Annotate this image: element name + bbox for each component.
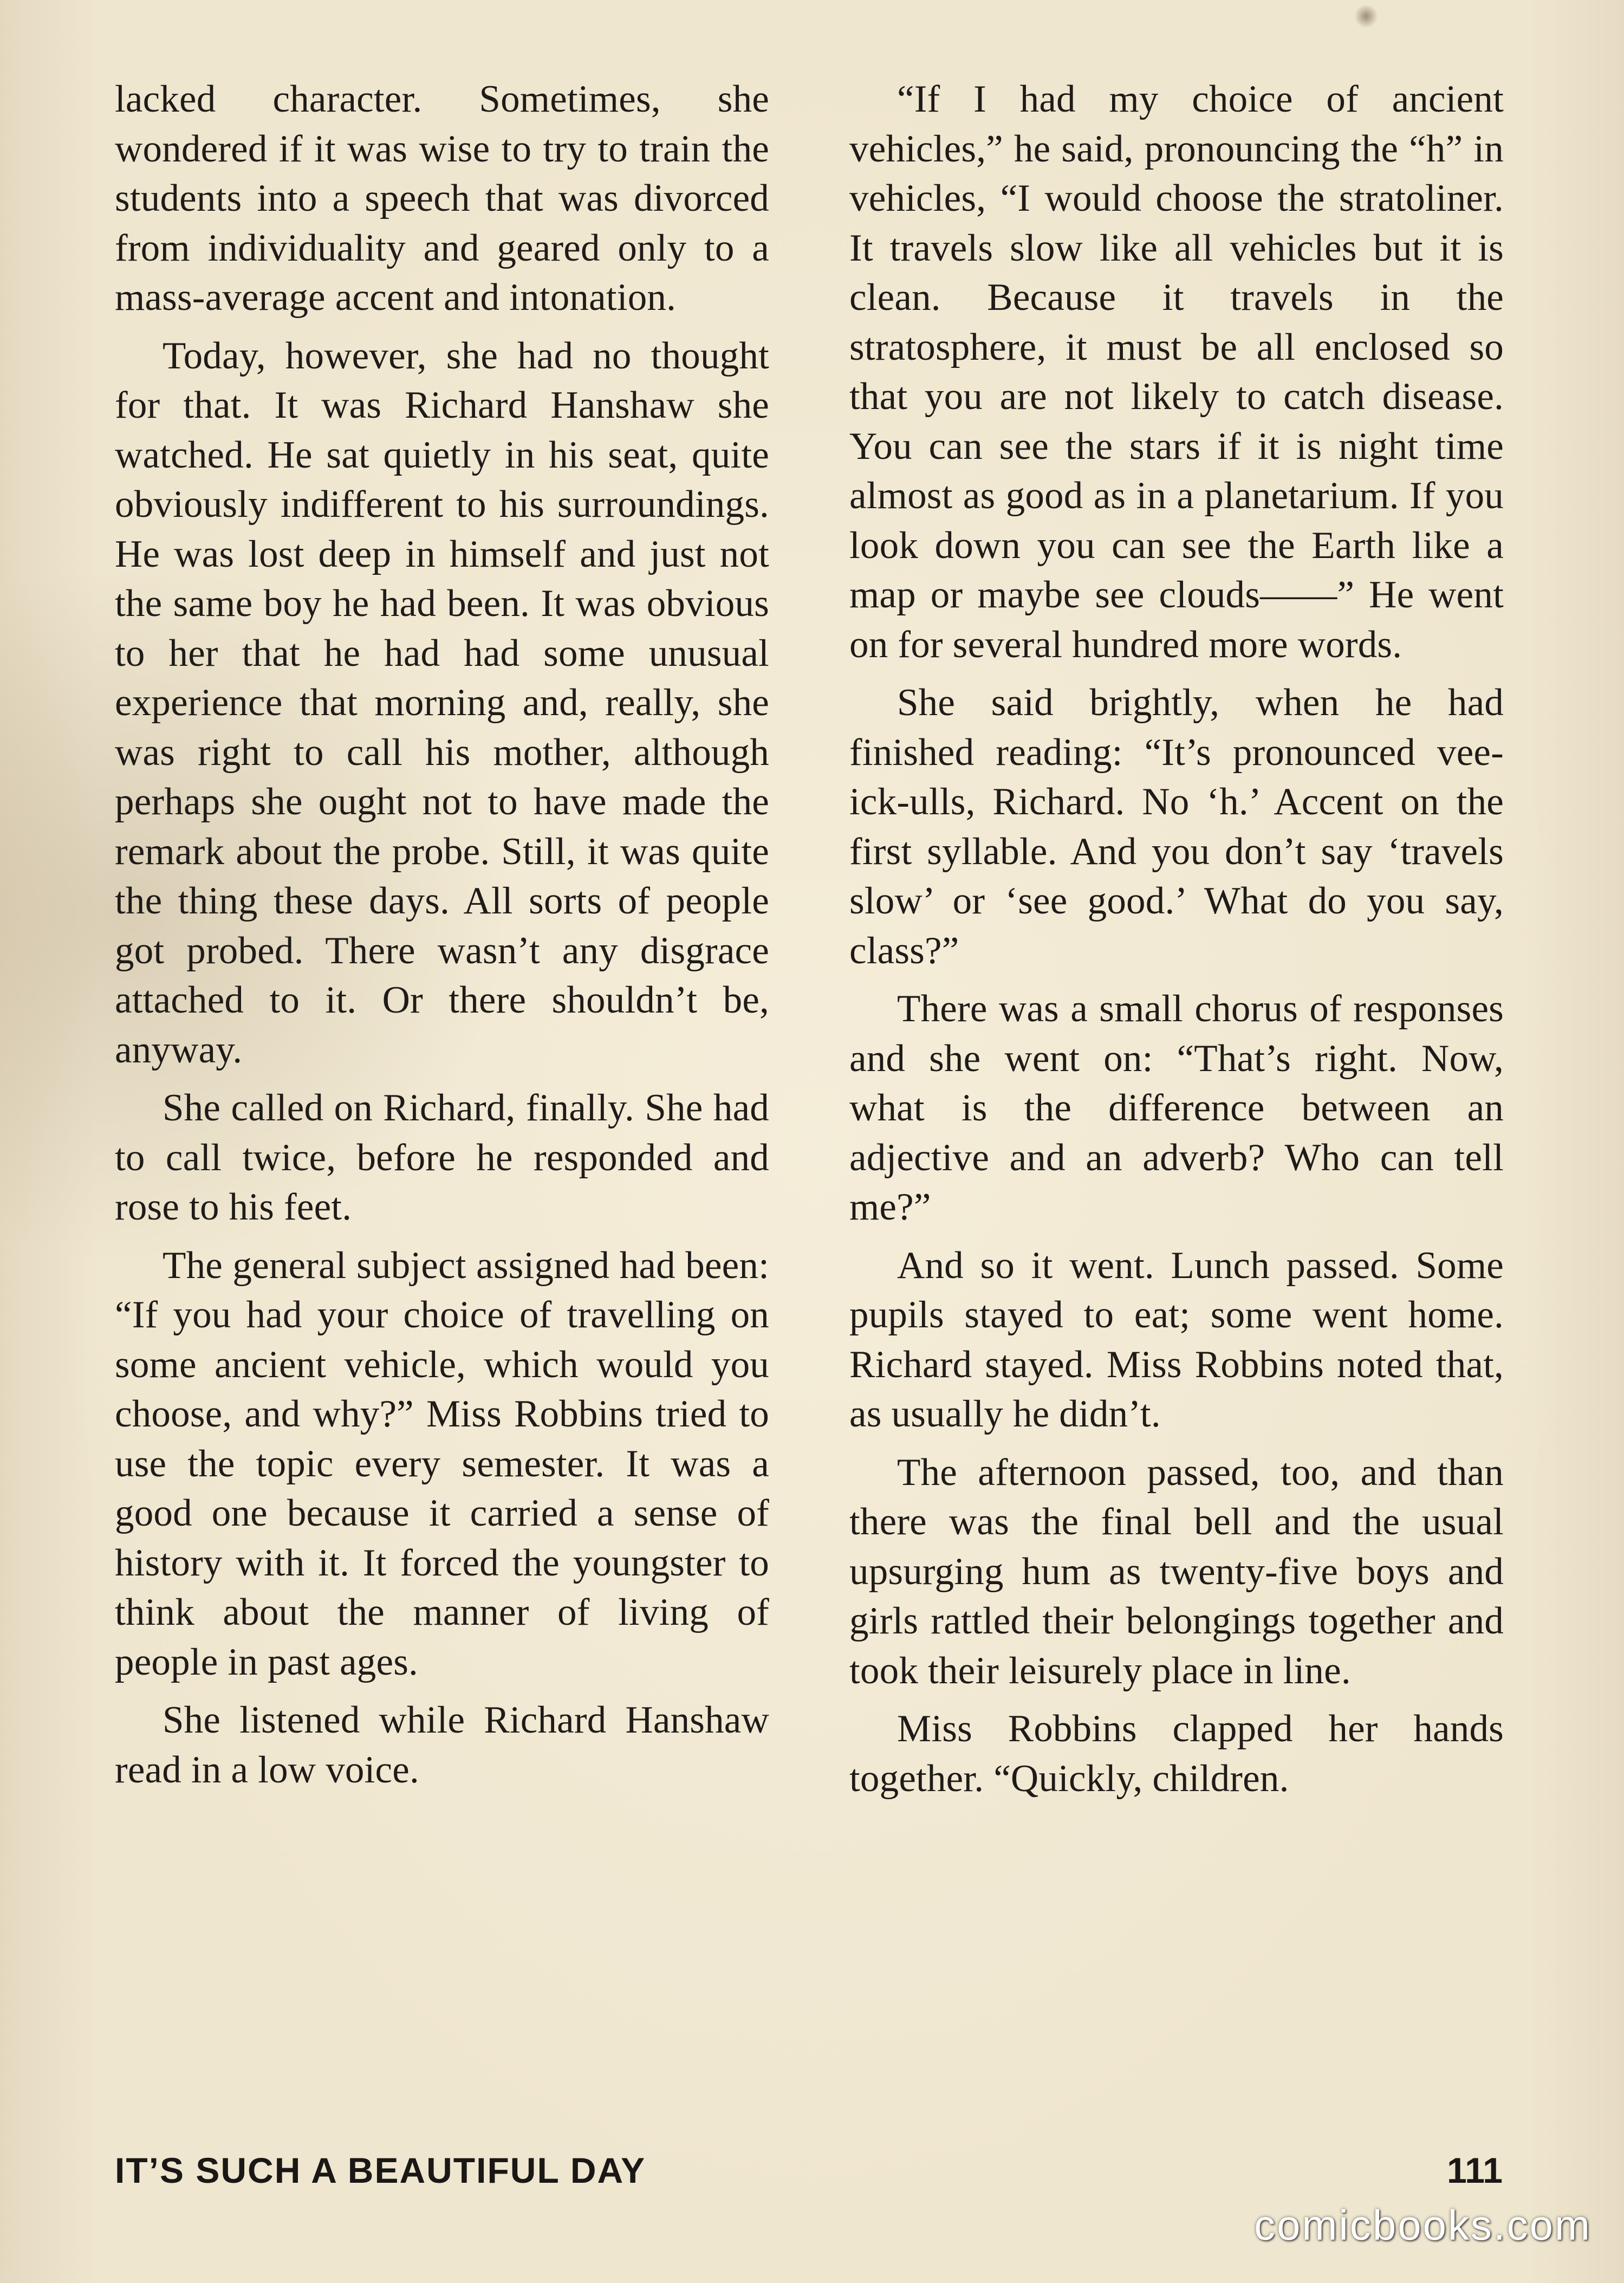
site-watermark: comicbooks.com (1254, 2201, 1591, 2249)
paragraph: She called on Richard, finally. She had to call twice, before he responded and rose to his feet. (115, 1087, 769, 1228)
left-text-column (115, 75, 769, 1804)
paragraph: There was a small chorus of responses and she went on: “That’s right. Now, what is the difference between an adjective and an adverb? Who can tell me?” (849, 988, 1504, 1228)
paragraph: “If I had my choice of ancient vehicles,” he said, pronouncing the “h” in vehicles, “I would choose the stratoliner. It travels slow like all vehicles but it is clean. Because it travels in the stratosphere, it must be all enclosed so that you are not likely to catch disease. You can see the stars if it is night time almost as good as in a planetarium. If you look down you can see the Earth like a map or maybe see clouds——” He went on for several hundred more words. (849, 78, 1504, 666)
paragraph: And so it went. Lunch passed. Some pupils stayed to eat; some went home. Richard stayed. Miss Robbins noted that, as usually he didn’t. (849, 1244, 1504, 1435)
paragraph: She said brightly, when he had finished reading: “It’s pronounced vee-ick-ulls, Richard. No ‘h.’ Accent on the first syllable. And you don’t say ‘travels slow’ or ‘see good.’ What do you say, class?” (849, 682, 1504, 972)
ink-blot (1354, 4, 1378, 28)
paragraph: lacked character. Sometimes, she wondered if it was wise to try to train the students into a speech that was divorced from individuality and geared only to a mass-average accent and intonation. (115, 78, 769, 319)
right-text-column (849, 75, 1504, 1812)
paragraph: Today, however, she had no thought for that. It was Richard Hanshaw she watched. He sat quietly in his seat, quite obviously indifferent to his surroundings. He was lost deep in himself and just not the same boy he had been. It was obvious to her that he had had some unusual experience that morning and, really, she was right to call his mother, although perhaps she ought not to have made the remark about the probe. Still, it was quite the thing these days. All sorts of people got probed. There wasn’t any disgrace attached to it. Or there shouldn’t be, anyway. (115, 334, 769, 1071)
paragraph: She listened while Richard Hanshaw read in a low voice. (115, 1699, 769, 1791)
running-footer-title: IT’S SUCH A BEAUTIFUL DAY (115, 2150, 646, 2190)
page-number: 111 (1447, 2150, 1503, 2190)
paragraph: Miss Robbins clapped her hands together. “Quickly, children. (849, 1708, 1504, 1800)
paragraph: The general subject assigned had been: “If you had your choice of travelling on some ancient vehicle, which would you choose, and why?” Miss Robbins tried to use the topic every semester. It was a good one because it carried a sense of history with it. It forced the youngster to think about the manner of living of people in past ages. (115, 1244, 769, 1683)
paragraph: The afternoon passed, too, and than there was the final bell and the usual upsurging hum as twenty-five boys and girls rattled their belongings together and took their leisurely place in line. (849, 1451, 1504, 1692)
